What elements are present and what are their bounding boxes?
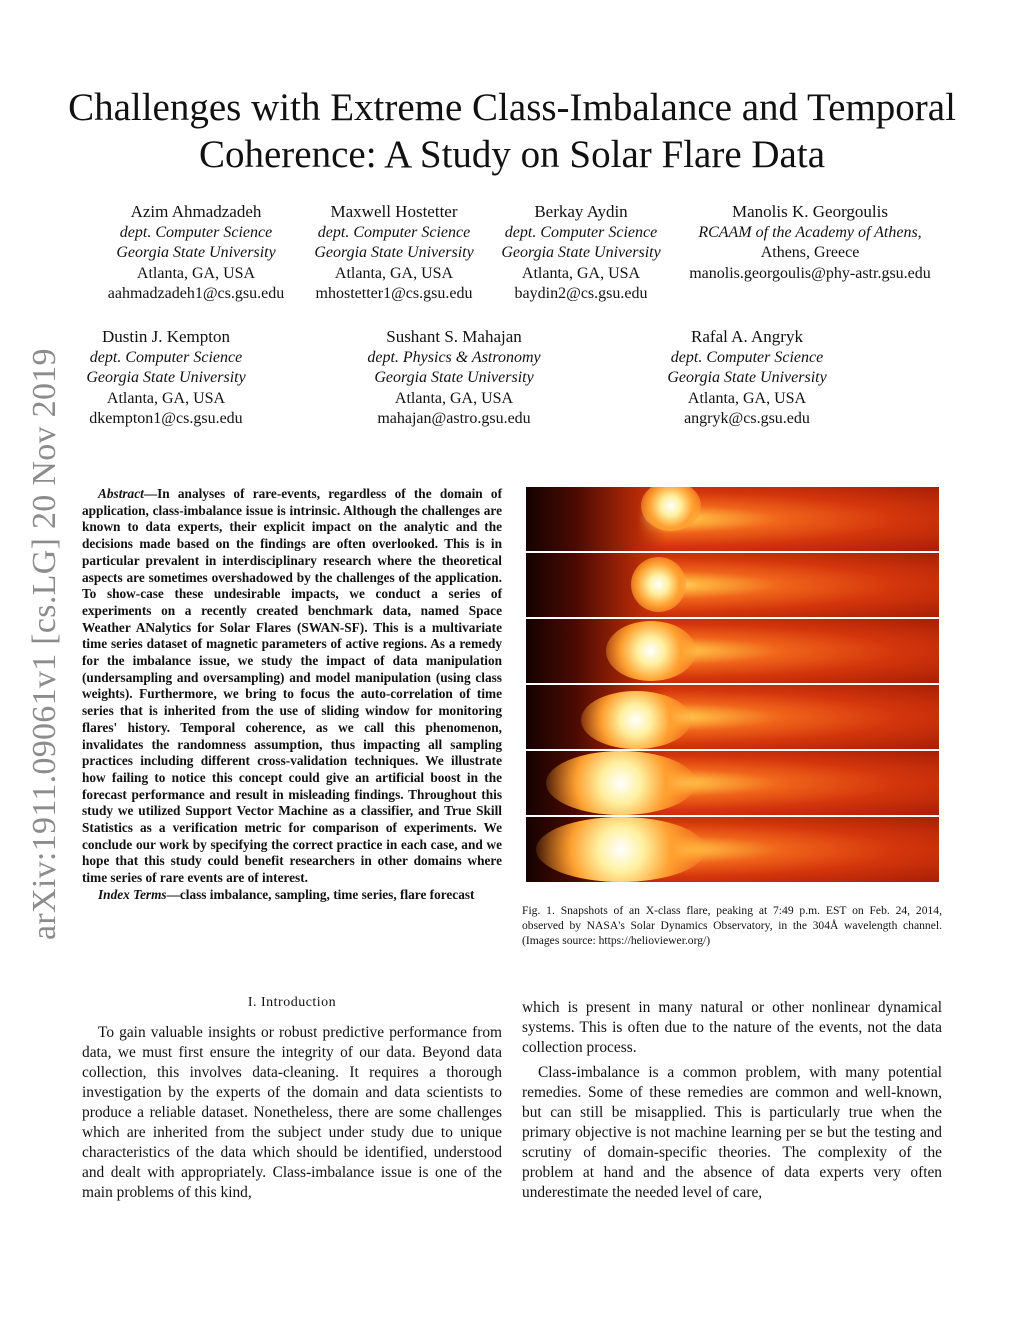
figure-caption-text: Fig. 1. Snapshots of an X-class flare, peaking at 7:49 p.m. EST on Feb. 24, 2014, observed by NASA's Solar Dynamics Observatory, in the 304Å wavelength channel. (Images source: https://helioviewer.org/) (522, 904, 942, 948)
paragraph: To gain valuable insights or robust predictive performance from data, we must first ensure the integrity of our data. Beyond data collection, this involves data-cleaning. It requires a thorough investigation by the experts of the domain and data scientists to produce a reliable dataset. Nonetheless, there are some challenges which are inherited from the subject under study due to unique characteristics of the data which should be identified, understood and dealt with appropriately. Class-imbalance issue is one of the main problems of this kind, (82, 1024, 502, 1201)
index-terms-label: Index Terms (98, 886, 167, 902)
author-name: Dustin J. Kempton (102, 327, 230, 346)
author-block (96, 202, 296, 305)
author-dept: dept. Computer Science (670, 348, 824, 366)
figure-caption (522, 903, 942, 949)
author-org: Georgia State University (116, 244, 276, 261)
flare-snapshot (526, 487, 939, 551)
flare-snapshot (526, 751, 939, 815)
index-terms-text: —class imbalance, sampling, time series, flare forecast (166, 886, 475, 902)
author-name: Rafal A. Angryk (691, 327, 803, 346)
author-location: Atlanta, GA, USA (394, 389, 514, 407)
abstract-text: —In analyses of rare-events, regardless of the domain of application, class-imbalance issue is intrinsic. Although the challenges are known to data experts, their explicit impact on the analytic and the decisions made based on the findings are often overlooked. This is in particular prevalent in interdisciplinary research where the theoretical aspects are sometimes overshadowed by the challenges of the application. To show-case these undesirable impacts, we conduct a series of experiments on a recently created benchmark data, named Space Weather ANalytics for Solar Flares (SWAN-SF). This is a multivariate time series dataset of magnetic parameters of active regions. As a remedy for the imbalance issue, we study the impact of data manipulation (undersampling and oversampling) and model manipulation (using class weights). Furthermore, we bring to focus the auto-correlation of time series that is inherited from the use of sliding window for monitoring flares' history. Temporal coherence, as we call this phenomenon, invalidates the randomness assumption, thus impacting all sampling practices including different cross-validation techniques. We illustrate how failing to notice this concept could give an artificial boost in the forecast performance and result in misleading findings. Throughout this study we utilized Support Vector Machine as a classifier, and True Skill Statistics as a verification metric for comparison of experiments. We conclude our work by specifying the correct practice in each case, and we hope that this study could benefit researchers in other domains where time series of rare events are of interest. (82, 486, 502, 886)
author-org: Georgia State University (314, 244, 474, 261)
author-email: mhostetter1@cs.gsu.edu (315, 285, 473, 302)
flare-glow (581, 691, 691, 749)
author-name: Manolis K. Georgoulis (732, 202, 888, 221)
author-block (481, 202, 681, 305)
author-dept: RCAAM of the Academy of Athens, (698, 223, 922, 241)
paragraph: Class-imbalance is a common problem, with many potential remedies. Some of these remedies are common and well-known, but can still be misapplied. This is particularly true when the primary objective is not machine learning per se but the testing and scrutiny of domain-specific theories. The complexity of the problem at hand and the absence of data experts very often underestimate the needed level of care, (522, 1064, 942, 1201)
author-dept: dept. Physics & Astronomy (367, 348, 541, 366)
author-org: Georgia State University (374, 369, 534, 386)
abstract-label: Abstract (98, 486, 144, 501)
author-dept: dept. Computer Science (89, 348, 243, 366)
author-org: Georgia State University (86, 369, 246, 386)
author-email: aahmadzadeh1@cs.gsu.edu (107, 285, 285, 302)
author-block (647, 327, 847, 430)
author-email: dkempton1@cs.gsu.edu (89, 410, 243, 427)
author-location: Atlanta, GA, USA (106, 389, 226, 407)
flare-snapshot (526, 685, 939, 749)
author-location: Atlanta, GA, USA (687, 389, 807, 407)
author-location: Atlanta, GA, USA (521, 264, 641, 282)
paper-title: Challenges with Extreme Class-Imbalance and Temporal Coherence: A Study on Solar Flare Data (68, 86, 956, 176)
author-location: Atlanta, GA, USA (334, 264, 454, 282)
author-org: Georgia State University (501, 244, 661, 261)
arxiv-stamp: arXiv:1911.09061v1 [cs.LG] 20 Nov 2019 (26, 348, 63, 940)
abstract (82, 486, 502, 904)
author-name: Maxwell Hostetter (330, 202, 458, 221)
author-block (66, 327, 266, 430)
author-dept: dept. Computer Science (119, 223, 273, 241)
author-location: Atlanta, GA, USA (136, 264, 256, 282)
flare-glow (641, 487, 701, 531)
flare-glow (606, 621, 696, 681)
flare-snapshot (526, 553, 939, 617)
author-name: Azim Ahmadzadeh (130, 202, 262, 221)
author-block (670, 202, 950, 284)
author-email: baydin2@cs.gsu.edu (514, 285, 648, 302)
flare-glow (631, 557, 686, 612)
right-column (522, 998, 942, 1203)
author-dept: dept. Computer Science (504, 223, 658, 241)
author-block (344, 327, 564, 430)
author-block (294, 202, 494, 305)
author-location: Athens, Greece (760, 244, 860, 261)
author-name: Berkay Aydin (534, 202, 628, 221)
flare-snapshot (526, 817, 939, 882)
flare-snapshot (526, 619, 939, 683)
paragraph: which is present in many natural or other nonlinear dynamical systems. This is often due to the nature of the events, not the data collection process. (522, 999, 942, 1056)
author-name: Sushant S. Mahajan (386, 327, 522, 346)
author-org: Georgia State University (667, 369, 827, 386)
section-heading: I. Introduction (247, 995, 337, 1010)
flare-glow (546, 751, 696, 815)
author-dept: dept. Computer Science (317, 223, 471, 241)
author-email: mahajan@astro.gsu.edu (377, 410, 531, 427)
author-email: manolis.georgoulis@phy-astr.gsu.edu (689, 264, 931, 282)
flare-glow (536, 817, 706, 882)
author-email: angryk@cs.gsu.edu (684, 410, 810, 427)
solar-flare-figure (526, 487, 939, 882)
left-column (82, 1023, 502, 1203)
